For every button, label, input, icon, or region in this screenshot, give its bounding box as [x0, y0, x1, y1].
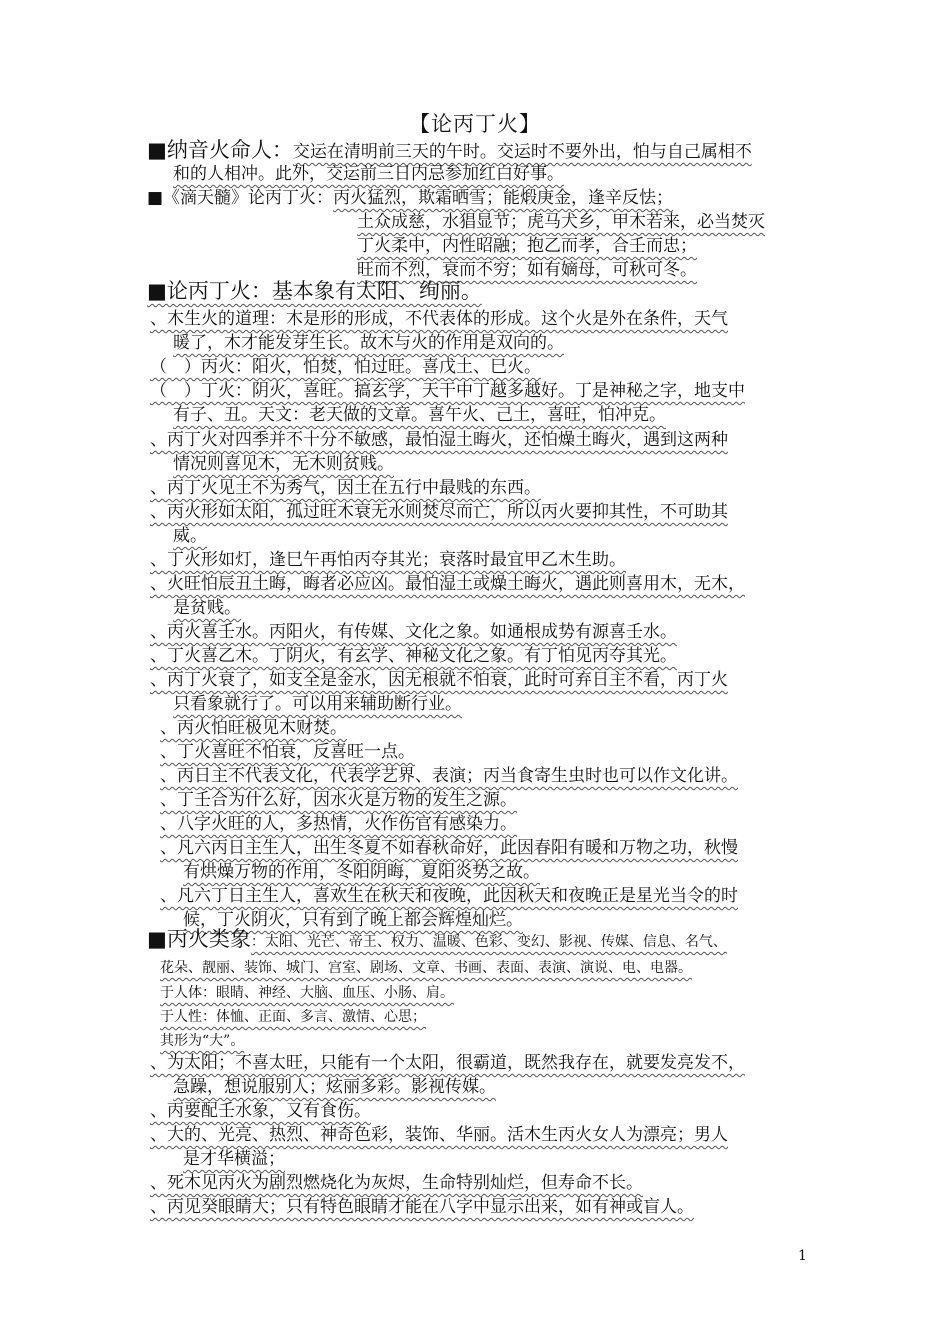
- basic-item-cont: 是贫贱。: [173, 598, 241, 618]
- basic-item: 、丙丁火见土不为秀气，因土在五行中最贱的东西。: [150, 478, 541, 498]
- leixiang-tail: ：太阳、光芒、帝王、权力、温暖、色彩、变幻、影视、传媒、信息、名气、: [250, 934, 727, 950]
- leixiang-small: 于人体：眼睛、神经、大脑、血压、小肠、肩。: [160, 985, 454, 1001]
- leixiang-small: 于人性：体恤、正面、多言、激情、心思；: [160, 1009, 426, 1025]
- leixiang-small: 其形为“大”。: [160, 1033, 245, 1049]
- leixiang-item: 、大的、光亮、热烈、神奇色彩，装饰、华丽。活木生丙火女人为漂亮；男人: [150, 1125, 728, 1145]
- basic-item-cont: 情况则喜见木，无木则贫贱。: [173, 454, 394, 474]
- basic-heading-text: ■论丙丁火：基本象有太阳、绚丽。: [147, 279, 482, 303]
- page-number: 1: [798, 1248, 807, 1264]
- leixiang-heading: [147, 926, 810, 955]
- basic-item: （ ）丁火：阴火，喜旺。搞玄学，天干中丁越多越好。丁是神秘之字，地支中: [150, 381, 745, 401]
- basic-item-cont: 暖了，木才能发芽生长。故木与火的作用是双向的。: [173, 333, 564, 353]
- leixiang-item: 、死木见丙火为剧烈燃烧化为灰烬，生命特别灿烂，但寿命不长。: [150, 1173, 643, 1193]
- leixiang-lead: ■丙火类象: [147, 927, 251, 951]
- basic-item: 、丙火形如太阳，孤过旺木衰无水则焚尽而亡，所以丙火要抑其性，不可助其: [150, 502, 728, 522]
- basic-item: 、凡六丙日主生人，出生冬夏不如春秋命好，此因春阳有暖和万物之功，秋慢: [160, 838, 738, 858]
- basic-item: 、丁火喜乙木。丁阴火，有玄学、神秘文化之象。有丁怕见丙夺其光。: [150, 646, 677, 666]
- ditian-verse-4: 旺而不烈，衰而不穷；如有嫡母，可秋可冬。: [357, 260, 697, 280]
- basic-item: 、火旺怕辰丑土晦，晦者必应凶。最怕湿土或燥土晦火，遇此则喜用木，无木，: [150, 574, 745, 594]
- nayin-text-continued: 和的人相冲。此外，交运前三日内忌参加红白好事。: [173, 164, 564, 184]
- page-title: 【论丙丁火】: [409, 112, 541, 136]
- basic-item: 、丙丁火对四季并不十分不敏感，最怕湿土晦火，还怕燥土晦火，遇到这两种: [150, 430, 728, 450]
- basic-item: 、丙火喜壬水。丙阳火，有传媒、文化之象。如通根成势有源喜壬水。: [150, 622, 677, 642]
- basic-item-cont: 有子、丑。天文：老天做的文章。喜午火、己土，喜旺，怕冲克。: [173, 405, 666, 425]
- leixiang-item-cont: 急躁，想说服别人；炫丽多彩。影视传媒。: [173, 1077, 496, 1097]
- ditian-heading: [147, 186, 673, 210]
- basic-item: 、八字火旺的人，多热情，火作伤官有感染力。: [160, 814, 517, 834]
- basic-item: 、凡六丁日主生人，喜欢生在秋天和夜晚，此因秋天和夜晚正是星光当令的时: [160, 886, 738, 906]
- basic-item-cont: 只看象就行了。可以用来辅助断行业。: [173, 694, 462, 714]
- basic-item-cont: 威。: [173, 526, 207, 546]
- ditian-verse-2: 土众成慈，水猖显节；虎马犬乡，甲木若来，必当焚灭: [357, 212, 765, 232]
- nayin-lead: ■纳音火命人：: [147, 138, 293, 162]
- ditian-verse-1: 丙火猛烈，欺霜晒雪；能煅庚金，逢辛反怯；: [333, 188, 674, 208]
- basic-heading: [147, 278, 810, 304]
- basic-item: 、丁壬合为什么好，因水火是万物的发生之源。: [160, 790, 517, 810]
- basic-item: 、丙日主不代表文化，代表学艺界、表演；丙当食寄生虫时也可以作文化讲。: [160, 766, 738, 786]
- leixiang-item: 、丙要配壬水象，又有食伤。: [150, 1101, 371, 1121]
- basic-item: 、木生火的道理：木是形的形成，不代表体的形成。这个火是外在条件，天气: [150, 309, 728, 329]
- nayin-paragraph: [147, 137, 810, 165]
- ditian-lead: ■《滴天髓》论丙丁火：: [147, 188, 334, 208]
- basic-item: 、丁火形如灯，逢巳午再怕丙夺其光；衰落时最宜甲乙木生助。: [150, 550, 626, 570]
- leixiang-item: 、为太阳；不喜太旺，只能有一个太阳，很霸道，既然我存在，就要发亮发不，: [150, 1053, 745, 1073]
- basic-item: （ ）丙火：阳火，怕焚，怕过旺。喜戊土、巳火。: [150, 357, 541, 377]
- basic-item: 、丙丁火衰了，如支全是金水，因无根就不怕衰，此时可弃日主不看，丙丁火: [150, 670, 728, 690]
- basic-item-cont: 有烘燥万物的作用，冬阳阴晦，夏阳炎势之故。: [183, 862, 540, 882]
- basic-item: 、丁火喜旺不怕衰，反喜旺一点。: [160, 742, 415, 762]
- nayin-text: 交运在清明前三天的午时。交运时不要外出，怕与自己属相不: [292, 142, 752, 162]
- basic-item: 、丙火怕旺极见木财焚。: [160, 718, 347, 738]
- basic-item-cont: 候，丁火阴火，只有到了晚上都会辉煌灿烂。: [183, 910, 523, 930]
- ditian-verse-3: 丁火柔中，内性昭融；抱乙而孝，合壬而忠；: [357, 236, 697, 256]
- leixiang-item-cont: 是才华横溢；: [183, 1149, 285, 1169]
- leixiang-small: 花朵、靓丽、装饰、城门、宫室、剧场、文章、书画、表面、表演、演说、电、电器。: [160, 960, 692, 976]
- leixiang-item: 、丙见癸眼睛大；只有特色眼睛才能在八字中显示出来，如有神或盲人。: [150, 1197, 694, 1217]
